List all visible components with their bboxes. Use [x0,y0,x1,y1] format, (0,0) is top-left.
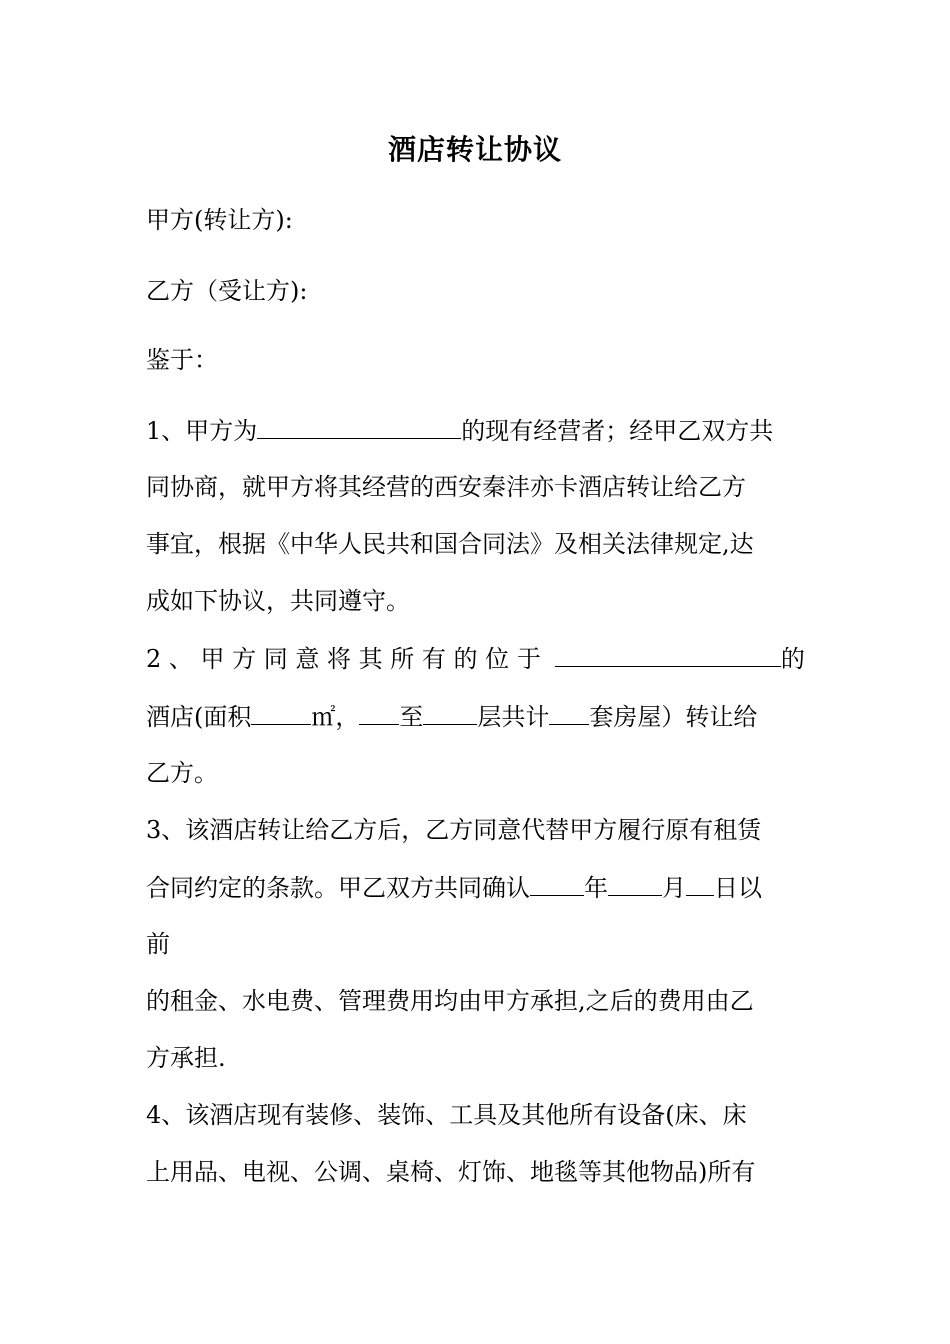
clause3-line2 [146,870,762,905]
clause2-text-to: 至 [399,703,424,731]
floor-to-blank[interactable] [423,699,477,725]
whereas-label: 鉴于： [146,346,218,374]
clause2-line1 [146,641,805,676]
clause2-text-unit: ㎡， [311,703,360,731]
month-blank[interactable] [608,870,662,896]
hotel-location-blank[interactable] [555,641,781,667]
room-count-blank[interactable] [549,699,589,725]
clause4-line1: 4、该酒店现有装修、装饰、工具及其他所有设备(床、床 [146,1101,747,1129]
clause3-line1: 3、该酒店转让给乙方后，乙方同意代替甲方履行原有租赁 [146,816,762,844]
area-blank[interactable] [251,699,311,725]
floor-from-blank[interactable] [359,699,399,725]
clause3-line4: 的租金、水电费、管理费用均由甲方承担,之后的费用由乙 [146,987,754,1015]
clause2-text-transfer: 套房屋）转让给 [589,703,758,731]
day-blank[interactable] [686,870,714,896]
clause3-text-a: 合同约定的条款。甲乙双方共同确认 [146,874,530,902]
clause2-text-b: 的 [780,645,805,673]
clause2-line2 [146,699,757,734]
clause1-line2: 同协商，就甲方将其经营的西安秦沣亦卡酒店转让给乙方 [146,473,746,501]
clause2-line3: 乙方。 [146,759,218,787]
clause3-line3: 前 [146,930,170,958]
document-title: 酒店转让协议 [387,133,562,166]
party-a-label: 甲方(转让方): [146,206,293,234]
clause1-line3: 事宜，根据《中华人民共和国合同法》及相关法律规定,达 [146,530,754,558]
clause2-text-a: 2 、 甲 方 同 意 将 其 所 有 的 位 于 [146,645,541,673]
clause2-text-total: 层共计 [477,703,550,731]
clause3-text-year: 年 [584,874,608,902]
clause1-line1 [146,413,773,448]
clause1-text-b: 的现有经营者；经甲乙双方共 [461,417,774,445]
clause3-text-month: 月 [662,874,686,902]
clause2-text-a2: 酒店(面积 [146,703,252,731]
operator-name-blank[interactable] [257,413,461,439]
clause3-line5: 方承担. [146,1044,226,1072]
clause1-line4: 成如下协议，共同遵守。 [146,587,410,615]
party-b-label: 乙方（受让方): [146,277,308,305]
clause1-text-a: 1、甲方为 [146,417,258,445]
year-blank[interactable] [530,870,584,896]
clause4-line2: 上用品、电视、公调、桌椅、灯饰、地毯等其他物品)所有 [146,1158,756,1186]
clause3-text-day: 日以 [714,874,762,902]
